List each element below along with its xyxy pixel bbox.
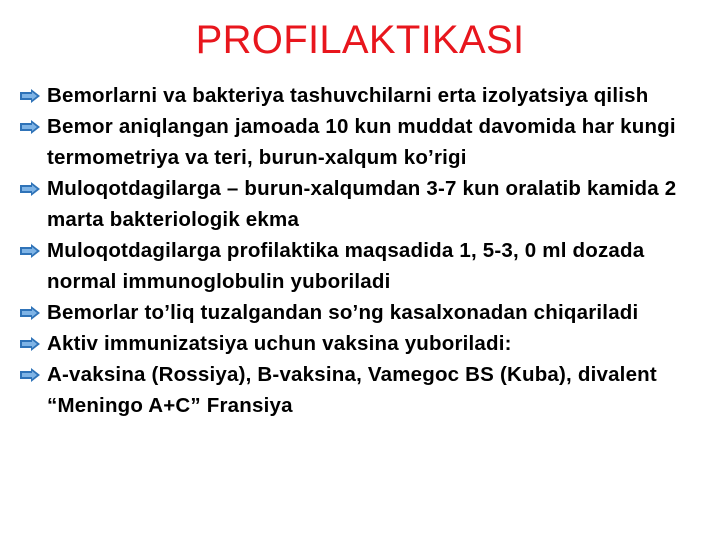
arrow-bullet-icon bbox=[20, 306, 40, 320]
bullet-text: A-vaksina (Rossiya), B-vaksina, Vamegoc BS (Kuba), divalent “Meningo A+C” Fransiya bbox=[47, 363, 657, 417]
arrow-bullet-icon bbox=[20, 244, 40, 258]
arrow-bullet-icon bbox=[20, 120, 40, 134]
arrow-bullet-icon bbox=[20, 368, 40, 382]
bullet-item bbox=[20, 235, 710, 297]
bullet-text: Bemor aniqlangan jamoada 10 kun muddat davomida har kungi termometriya va teri, burun-xalqum ko’rigi bbox=[47, 115, 676, 169]
bullet-text: Muloqotdagilarga – burun-xalqumdan 3-7 kun oralatib kamida 2 marta bakteriologik ekma bbox=[47, 177, 677, 231]
bullet-text: Muloqotdagilarga profilaktika maqsadida 1, 5-3, 0 ml dozada normal immunoglobulin yuboriladi bbox=[47, 239, 645, 293]
bullet-item bbox=[20, 173, 710, 235]
bullet-item bbox=[20, 359, 710, 421]
bullet-text: Bemorlarni va bakteriya tashuvchilarni erta izolyatsiya qilish bbox=[47, 84, 649, 107]
bullet-item bbox=[20, 328, 710, 359]
bullet-item bbox=[20, 111, 710, 173]
bullet-item bbox=[20, 80, 710, 111]
bullet-list bbox=[20, 80, 710, 421]
slide-title: PROFILAKTIKASI bbox=[195, 18, 525, 62]
arrow-bullet-icon bbox=[20, 89, 40, 103]
bullet-item bbox=[20, 297, 710, 328]
bullet-text: Bemorlar to’liq tuzalgandan so’ng kasalxonadan chiqariladi bbox=[47, 301, 639, 324]
bullet-text: Aktiv immunizatsiya uchun vaksina yuboriladi: bbox=[47, 332, 512, 355]
arrow-bullet-icon bbox=[20, 182, 40, 196]
arrow-bullet-icon bbox=[20, 337, 40, 351]
